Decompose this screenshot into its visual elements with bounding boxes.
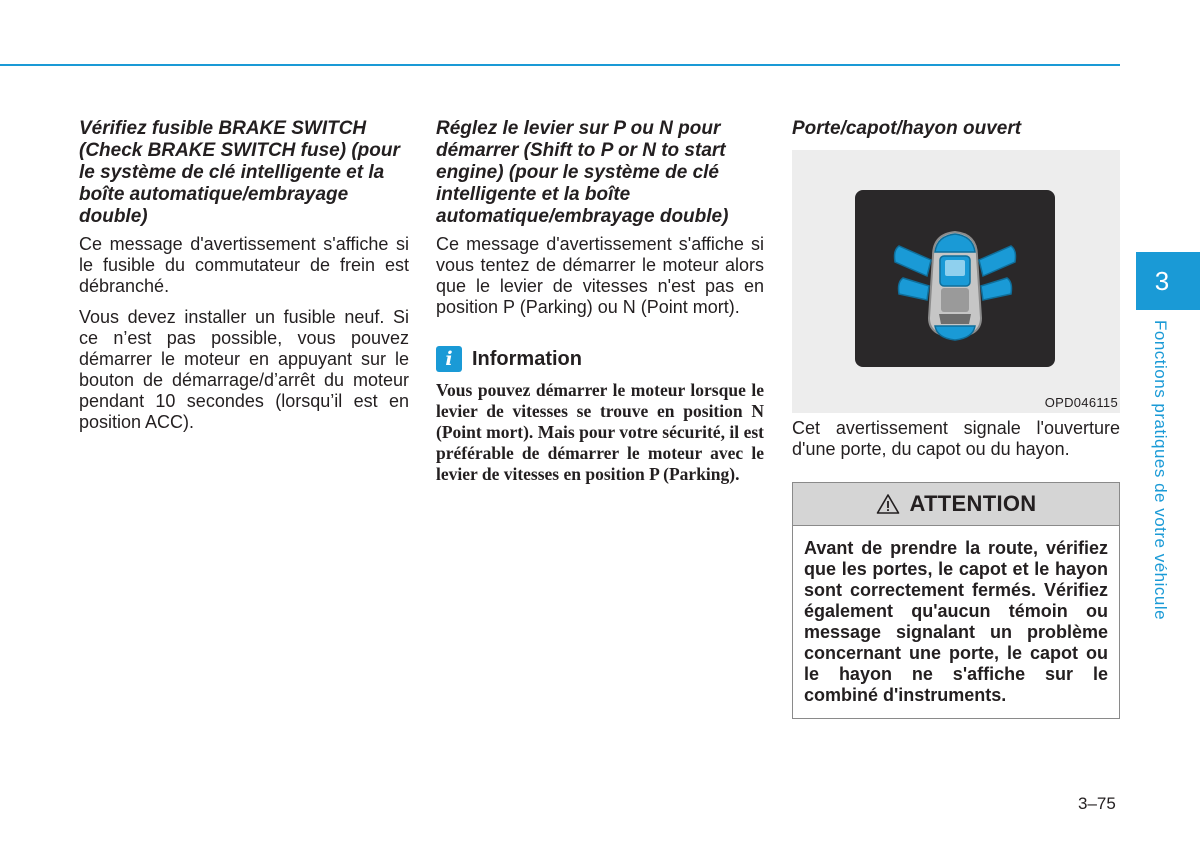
door-open-paragraph: Cet avertissement signale l'ouverture d'une porte, du capot ou du hayon. <box>792 418 1120 459</box>
brake-switch-paragraph-2: Vous devez installer un fusible neuf. Si ce n’est pas possible, vous pouvez démarrer le moteur en appuyant sur le bouton de démarrage/d’arrêt du moteur pendant 10 secondes (lorsqu’il est en position ACC). <box>79 307 409 432</box>
info-icon: i <box>436 346 462 372</box>
chapter-title: Fonctions pratiques de votre véhicule <box>1151 320 1170 621</box>
brake-switch-paragraph-1: Ce message d'avertissement s'affiche si le fusible du commutateur de frein est débranché. <box>79 234 409 296</box>
column-1 <box>79 118 409 443</box>
information-box <box>436 346 764 485</box>
figure-code: OPD046115 <box>1044 395 1118 410</box>
door-open-figure <box>792 150 1120 413</box>
top-rule <box>0 64 1120 66</box>
chapter-tab: 3 <box>1136 252 1200 310</box>
shift-paragraph: Ce message d'avertissement s'affiche si vous tentez de démarrer le moteur alors que le levier de vitesses n'est pas en position P (Parking) ou N (Point mort). <box>436 234 764 317</box>
attention-box <box>792 482 1120 719</box>
car-doors-open-icon <box>855 190 1055 367</box>
information-header <box>436 346 764 372</box>
shift-heading: Réglez le levier sur P ou N pour démarrer (Shift to P or N to start engine) (pour le système de clé intelligente et la boîte automatique/embrayage double) <box>436 118 729 227</box>
information-text: Vous pouvez démarrer le moteur lorsque le levier de vitesses se trouve en position N (Point mort). Mais pour votre sécurité, il est préférable de démarrer le moteur avec le levier de vitesses en position P (Parking). <box>436 380 764 484</box>
information-title: Information <box>472 347 582 370</box>
attention-text: Avant de prendre la route, vérifiez que les portes, le capot et le hayon sont correctement fermés. Vérifiez également qu'aucun témoin ou message signalant un problème concernant une porte, le capot ou le hayon ne s'affiche sur le combiné d'instruments. <box>804 538 1108 705</box>
warning-triangle-icon <box>876 493 900 515</box>
attention-header <box>793 483 1119 526</box>
brake-switch-heading: Vérifiez fusible BRAKE SWITCH (Check BRAKE SWITCH fuse) (pour le système de clé intelligente et la boîte automatique/embrayage double) <box>79 118 400 227</box>
cluster-display <box>855 190 1055 367</box>
column-3 <box>792 118 1120 719</box>
page-number: 3–75 <box>1078 794 1116 813</box>
door-open-heading: Porte/capot/hayon ouvert <box>792 118 1022 139</box>
attention-title: ATTENTION <box>909 491 1037 516</box>
column-2 <box>436 118 764 485</box>
